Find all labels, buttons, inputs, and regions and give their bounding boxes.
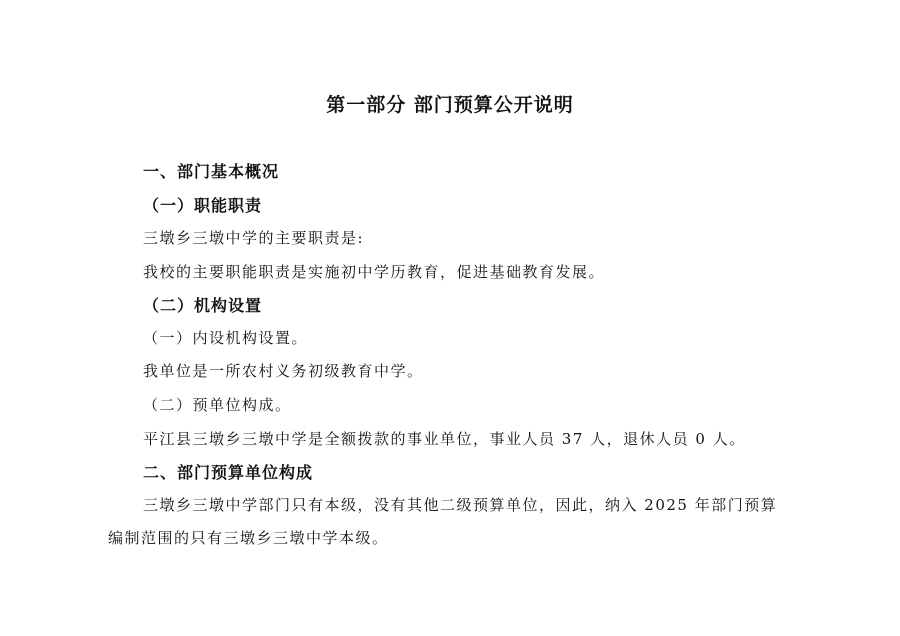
section-heading-basic-overview: 一、部门基本概况 <box>143 162 280 181</box>
paragraph-staff-count: 平江县三墩乡三墩中学是全额拨款的事业单位，事业人员 37 人，退休人员 0 人。 <box>143 430 746 448</box>
paragraph-school-type: 我单位是一所农村义务初级教育中学。 <box>143 362 424 380</box>
paragraph-duties-intro: 三墩乡三墩中学的主要职责是: <box>143 229 365 247</box>
subsection-heading-organization: （二）机构设置 <box>143 296 263 315</box>
section-heading-budget-units: 二、部门预算单位构成 <box>143 463 314 482</box>
subsection-heading-duties: （一）职能职责 <box>143 196 263 215</box>
document-title: 第一部分 部门预算公开说明 <box>326 94 574 116</box>
paragraph-budget-scope-line1: 三墩乡三墩中学部门只有本级，没有其他二级预算单位，因此，纳入 2025 年部门预算 <box>143 496 778 514</box>
paragraph-budget-scope-line2: 编制范围的只有三墩乡三墩中学本级。 <box>108 529 389 547</box>
paragraph-duties-main: 我校的主要职能职责是实施初中学历教育，促进基础教育发展。 <box>143 263 606 281</box>
paragraph-internal-structure: （一）内设机构设置。 <box>143 329 309 347</box>
paragraph-unit-composition: （二）预单位构成。 <box>143 396 292 414</box>
